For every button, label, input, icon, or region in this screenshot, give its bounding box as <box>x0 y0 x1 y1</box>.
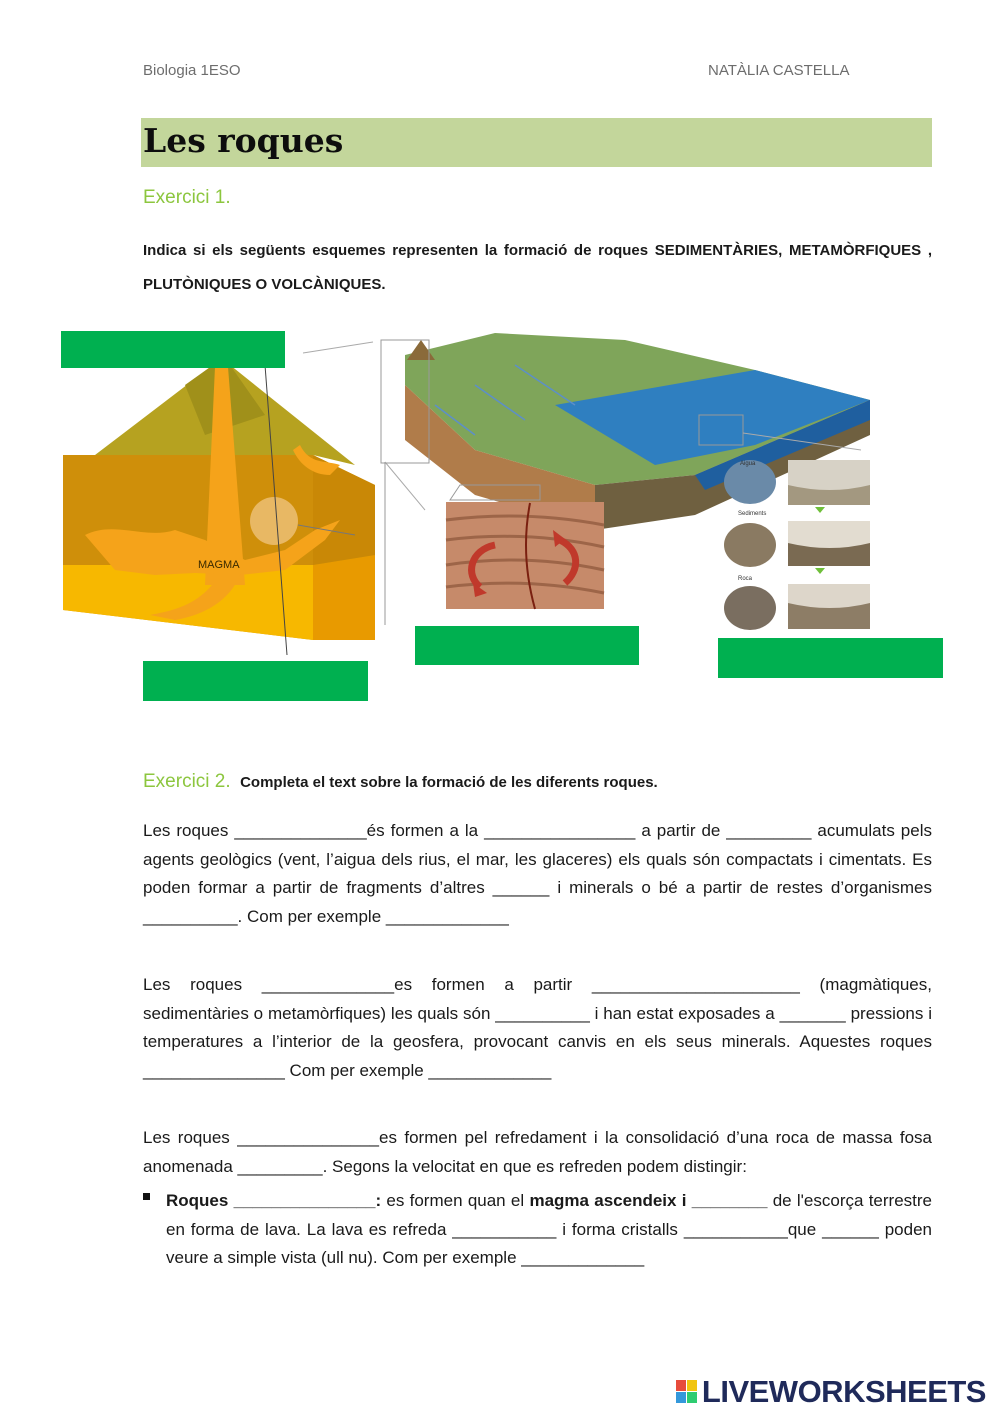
liveworksheets-logo-icon <box>676 1380 698 1404</box>
header-subject: Biologia 1ESO <box>143 62 241 79</box>
paragraph-metamorphic: Les roques ______________es formen a partir ______________________ (magmàtiques, sedimentàries o metamòrfiques) les quals són __________ i han estat exposades a _______ pressions i temperatures a l’interior de la geosfera, provocant canvis en els seus minerals. Aquestes roques _______________ Com per exemple _____________ <box>143 975 932 1080</box>
bullet-volcanic-rocks <box>166 1187 932 1273</box>
exercise2-label: Exercici 2. <box>143 771 231 792</box>
exercise1-label: Exercici 1. <box>143 187 231 208</box>
magma-label: MAGMA <box>198 559 240 571</box>
answer-box-volcanic[interactable] <box>61 331 285 368</box>
sediments-label: Sediments <box>738 511 767 517</box>
brand-text: LIVEWORKSHEETS <box>701 1374 986 1409</box>
liveworksheets-brand <box>676 1374 986 1410</box>
exercise2-heading <box>143 771 658 793</box>
aigua-label: Aigua <box>740 461 756 467</box>
bullet-marker <box>143 1193 150 1200</box>
paragraph-sedimentary: Les roques ______________és formen a la ________________ a partir de _________ acumulats pels agents geològics (vent, l’aigua dels rius, el mar, les glaceres) els quals són compactats i cimentats. Es poden formar a partir de fragments d’altres ______ i minerals o bé a partir de restes d’organismes __________. Com per exemple _____________ <box>143 821 932 926</box>
exercise2-instruction: Completa el text sobre la formació de les diferents roques. <box>240 774 658 791</box>
roca-label: Roca <box>738 576 753 582</box>
bullet-bold-rocks: Roques _______________: <box>166 1191 382 1210</box>
answer-box-metamorphic[interactable] <box>415 626 639 665</box>
sedimentary-inset <box>724 460 870 630</box>
bullet-text-1: es formen quan el <box>381 1191 530 1210</box>
bullet-bold-magma: magma ascendeix i ________ <box>529 1191 768 1210</box>
metamorphic-inset <box>446 485 604 609</box>
exercise1-instruction: Indica si els següents esquemes representen la formació de roques SEDIMENTÀRIES, METAMÒRFIQUES , PLUTÒNIQUES O VOLCÀNIQUES. <box>143 242 932 293</box>
page-title: Les roques <box>143 121 344 160</box>
header-author: NATÀLIA CASTELLA <box>708 62 850 79</box>
answer-box-plutonic[interactable] <box>143 661 368 701</box>
paragraph-igneous: Les roques _______________es formen pel refredament i la consolidació d’una roca de massa fosa anomenada _________. Segons la velocitat en que es refreden podem distingir: <box>143 1128 932 1176</box>
answer-box-sedimentary[interactable] <box>718 638 943 678</box>
volcano-illustration <box>63 365 375 655</box>
bullet-text-2: de l'escorça terrestre en forma de lava. La lava es refreda ___________ i forma cristalls ___________que ______ poden veure a simple vista (ull nu). Com per exemple _____________ <box>166 1191 933 1267</box>
